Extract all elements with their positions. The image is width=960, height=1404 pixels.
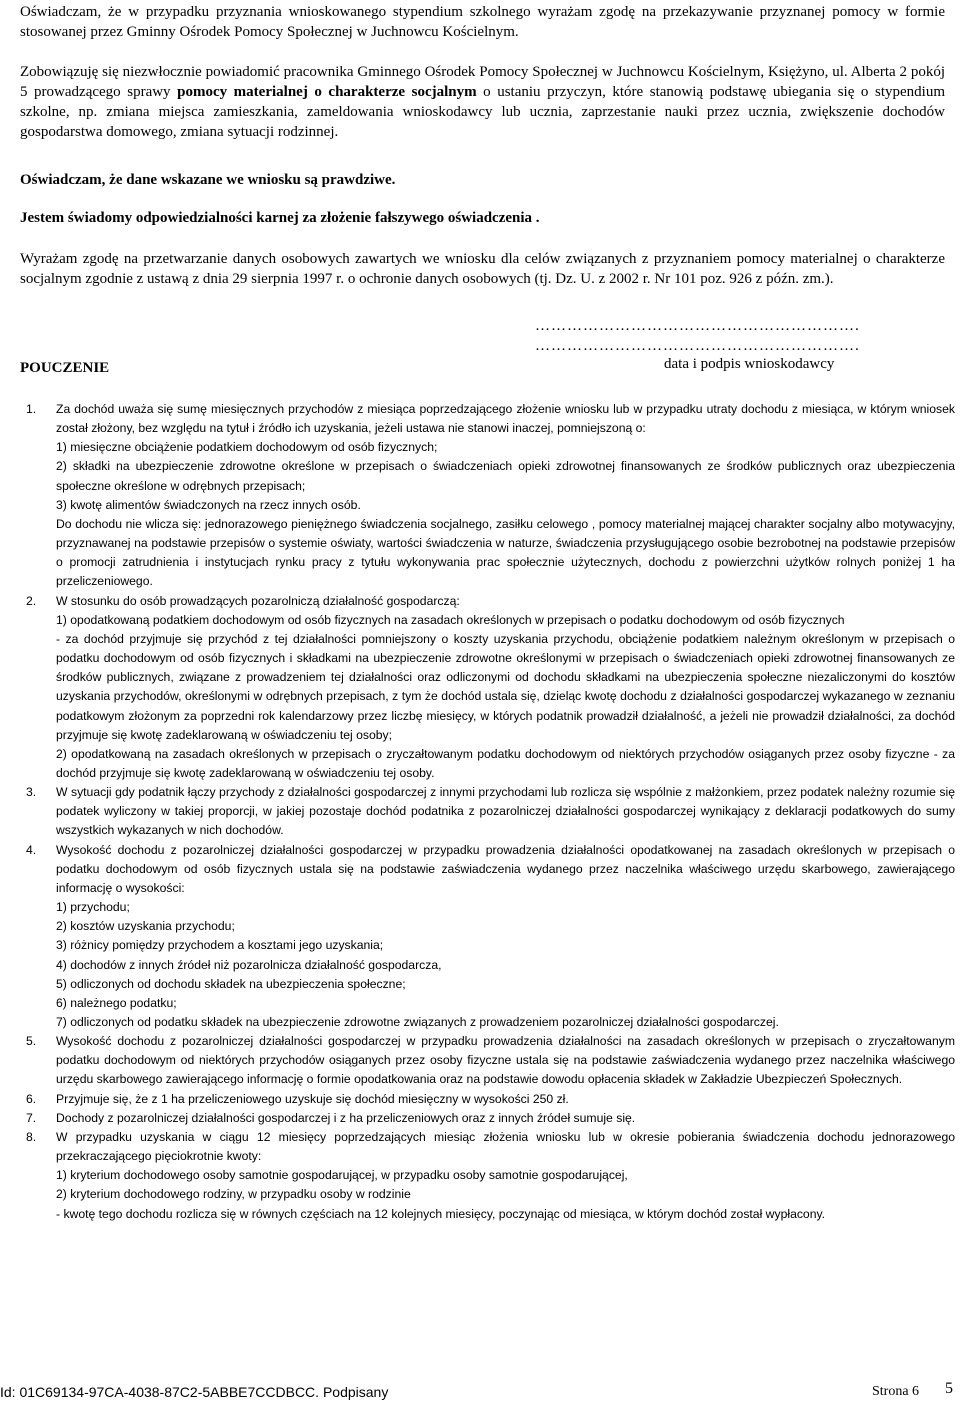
list-item-text: W stosunku do osób prowadzących pozarolniczą działalność gospodarczą: [56,593,460,608]
list-item [20,1032,955,1089]
list-subitem: 1) opodatkowaną podatkiem dochodowym od osób fizycznych na zasadach określonych w przepisach o podatku dochodowym od osób fizycznych [56,612,845,627]
obligation-paragraph [20,62,945,142]
list-item-text: Przyjmuje się, że z 1 ha przeliczeniowego uzyskuje się dochód miesięczny w wysokości 250 zł. [56,1091,569,1106]
list-item-text: Dochody z pozarolniczej działalności gospodarczej i z ha przeliczeniowych oraz z innych źródeł sumuje się. [56,1110,636,1125]
obligation-text-b: o ustaniu przyczyn, które stanowią podstawę ubiegania się o stypendium szkolne, np. zmiana miejsca zamieszkania, zameldowania wnioskodawcy lub ucznia, zaprzestanie nauki przez ucznia, zwiększenie dochodów gospodarstwa domowego, zmiana sytuacji rodzinnej. [20,84,945,140]
signature-label: data i podpis wnioskodawcy [664,356,835,372]
signature-line-2: ……………………………………………………. [535,338,860,354]
list-subitem: Do dochodu nie wlicza się: jednorazowego pieniężnego świadczenia socjalnego, zasiłku celowego , pomocy materialnej mającej charakter socjalny albo motywacyjny, przyznawanej na podstawie przepisów o systemie oświaty, wartości świadczenia w naturze, świadczenia przysługującego osobie bezrobotnej na podstawie przepisów o promocji zatrudnienia i instytucjach rynku pracy z tytułu wykonywania prac społecznie użytecznych, dochodu z powierzchni użytków rolnych poniżej 1 ha przeliczeniowego. [56,516,955,589]
list-item-text: W sytuacji gdy podatnik łączy przychody z działalności gospodarczej z innymi przychodami lub rozlicza się wspólnie z małżonkiem, przez podatek należny rozumie się podatek wyliczony w takiej proporcji, w jakiej pozostaje dochód podatnika z pozarolniczej działalności gospodarczej wynikający z deklaracji podatkowych do sumy wszystkich wykazanych w nich dochodów. [56,785,955,838]
list-item [20,400,955,438]
list-subitem: 1) miesięczne obciążenie podatkiem dochodowym od osób fizycznych; [56,440,438,455]
list-subitem: - kwotę tego dochodu rozlicza się w równych częściach na 12 kolejnych miesięcy, poczynając od miesiąca, w którym dochód został wypłacony. [56,1206,826,1221]
liability-statement: Jestem świadomy odpowiedzialności karnej za złożenie fałszywego oświadczenia . [20,210,540,226]
list-item [20,1128,955,1166]
list-item-text: Wysokość dochodu z pozarolniczej działalności gospodarczej w przypadku prowadzenia działalności na zasadach określonych w przepisach o zryczałtowanym podatku dochodowym od niektórych przychodów osiąganych przez osoby fizyczne ustala się na podstawie zaświadczenia wydanego przez naczelnika właściwego urzędu skarbowego zawierającego informację o formie opodatkowania oraz na podstawie dowodu opłacenia składek w Zakładzie Ubezpieczeń Społecznych. [56,1034,955,1087]
page-number: 5 [945,1380,953,1397]
data-processing-consent: Wyrażam zgodę na przetwarzanie danych osobowych zawartych we wniosku dla celów związanych z przyznaniem pomocy materialnej o charakterze socjalnym zgodnie z ustawą z dnia 29 sierpnia 1997 r. o ochronie danych osobowych (tj. Dz. U. z 2002 r. Nr 101 poz. 926 z późn. zm.). [20,251,945,287]
list-item-number: 2. [26,593,37,608]
list-item-text: Za dochód uważa się sumę miesięcznych przychodów z miesiąca poprzedzającego złożenie wniosku lub w przypadku utraty dochodu z miesiąca, w którym wniosek został złożony, bez względu na tytuł i źródło ich uzyskania, jeżeli ustawa nie stanowi inaczej, pomniejszoną o: [56,402,955,436]
page-label: Strona 6 [872,1384,920,1399]
obligation-text-bold: pomocy materialnej o charakterze socjalnym [177,84,477,100]
list-item-number: 8. [26,1129,37,1144]
instructions-heading: POUCZENIE [20,360,110,376]
list-subitem: 1) przychodu; [56,900,130,915]
list-subitem: 4) dochodów z innych źródeł niż pozarolnicza działalność gospodarcza, [56,957,442,972]
instructions-list [20,400,955,1224]
list-item [20,592,955,611]
list-item-number: 5. [26,1034,37,1049]
list-item-number: 3. [26,785,37,800]
list-subitem: 7) odliczonych od podatku składek na ubezpieczenie zdrowotne związanych z prowadzeniem pozarolniczej działalności gospodarczej. [56,1015,779,1029]
list-subitem: 2) składki na ubezpieczenie zdrowotne określone w przepisach o świadczeniach opieki zdrowotnej finansowanych ze środków publicznych oraz ubezpieczenia społeczne określone w odrębnych przepisach; [56,459,955,493]
list-item-number: 7. [26,1110,37,1125]
list-subitem: 1) kryterium dochodowego osoby samotnie gospodarującej, w przypadku osoby samotnie gospodarującej, [56,1168,628,1183]
list-item-number: 4. [26,842,37,857]
list-item-number: 6. [26,1091,37,1106]
list-item [20,783,955,840]
list-item-number: 1. [26,402,37,416]
list-subitem: 2) kosztów uzyskania przychodu; [56,919,235,934]
list-subitem: 3) różnicy pomiędzy przychodem a kosztami jego uzyskania; [56,938,384,953]
list-subitem: - za dochód przyjmuje się przychód z tej działalności pomniejszony o koszty uzyskania przychodu, obciążenie podatkiem należnym określonym w przepisach o podatku dochodowym od osób fizycznych i składkami na ubezpieczenie zdrowotne określonymi w przepisach o świadczeniach opieki zdrowotnej finansowanych ze środków publicznych, związane z prowadzeniem tej działalności oraz odliczonymi od dochodu składkami na ubezpieczenia społeczne niezaliczonymi do kosztów uzyskania przychodów, określonymi w odrębnych przepisach, z tym że dochód ustala się, dzieląc kwotę dochodu z działalności gospodarczej wykazanego w zeznaniu podatkowym złożonym za poprzedni rok kalendarzowy przez liczbę miesięcy, w których podatnik prowadził działalność, a jeżeli nie prowadził działalności, za dochód przyjmuje się kwotę zadeklarowaną w oświadczeniu tej osoby; [56,631,955,742]
list-item [20,841,955,898]
truth-statement: Oświadczam, że dane wskazane we wniosku są prawdziwe. [20,172,396,188]
list-subitem: 3) kwotę alimentów świadczonych na rzecz innych osób. [56,497,361,512]
list-item [20,1109,955,1128]
obligation-text-a: Zobowiązuję się niezwłocznie powiadomić pracownika Gminnego Ośrodek Pomocy Społecznej w Juchnowcu Kościelnym, Księżyno, ul. Alberta 2 pokój 5 prowadzącego sprawy [20,64,945,100]
list-item-text: W przypadku uzyskania w ciągu 12 miesięcy poprzedzających miesiąc złożenia wniosku lub w okresie pobierania świadczenia dochodu jednorazowego przekraczającego pięciokrotnie kwoty: [56,1129,955,1164]
signature-line-1: ……………………………………………………. [535,318,860,334]
document-id: Id: 01C69134-97CA-4038-87C2-5ABBE7CCDBCC. Podpisany [0,1384,389,1400]
list-item [20,1090,955,1109]
consent-paragraph: Oświadczam, że w przypadku przyznania wnioskowanego stypendium szkolnego wyrażam zgodę na przekazywanie przyznanej pomocy w formie stosowanej przez Gminny Ośrodek Pomocy Społecznej w Juchnowcu Kościelnym. [20,4,945,40]
list-subitem: 2) opodatkowaną na zasadach określonych w przepisach o zryczałtowanym podatku dochodowym od niektórych przychodów osiąganych przez osoby fizyczne - za dochód przyjmuje się kwotę zadeklarowaną w oświadczeniu tej osoby. [56,746,955,780]
list-subitem: 6) należnego podatku; [56,995,177,1010]
list-subitem: 2) kryterium dochodowego rodziny, w przypadku osoby w rodzinie [56,1187,411,1202]
list-item-text: Wysokość dochodu z pozarolniczej działalności gospodarczej w przypadku prowadzenia działalności opodatkowanej na zasadach określonych w przepisach o podatku dochodowym od osób fizycznych ustala się na podstawie zaświadczenia wydanego przez naczelnika właściwego urzędu skarbowego, zawierającego informację o wysokości: [56,842,955,895]
list-subitem: 5) odliczonych od dochodu składek na ubezpieczenia społeczne; [56,976,406,991]
